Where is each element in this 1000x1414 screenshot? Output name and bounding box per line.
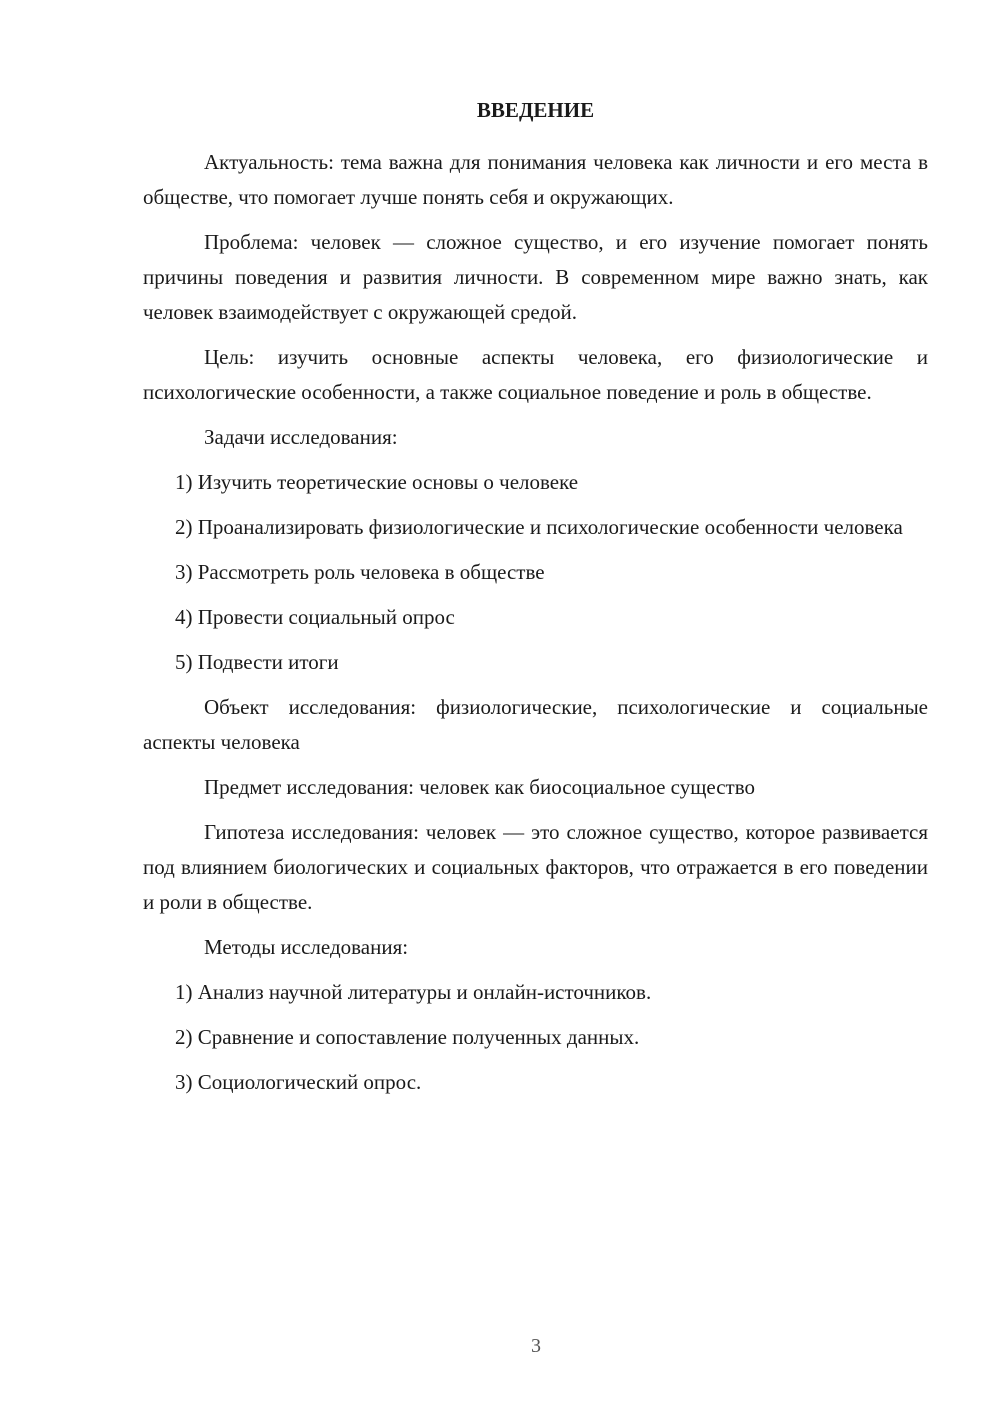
problem-paragraph: Проблема: человек — сложное существо, и его изучение помогает понять причины поведения и развития личности. В современном мире важно знать, как человек взаимодействует с окружающей средой. xyxy=(143,230,928,324)
task-item-3: 3) Рассмотреть роль человека в обществе xyxy=(175,560,545,584)
tasks-heading: Задачи исследования: xyxy=(204,425,398,449)
page-content xyxy=(143,96,928,1110)
section-title: ВВЕДЕНИЕ xyxy=(476,98,595,122)
methods-heading: Методы исследования: xyxy=(204,935,409,959)
task-item-4: 4) Провести социальный опрос xyxy=(175,605,455,629)
relevance-paragraph: Актуальность: тема важна для понимания человека как личности и его места в обществе, что помогает лучше понять себя и окружающих. xyxy=(143,150,928,209)
task-item-5: 5) Подвести итоги xyxy=(175,650,339,674)
method-item-3: 3) Социологический опрос. xyxy=(175,1070,422,1094)
method-item-2: 2) Сравнение и сопоставление полученных данных. xyxy=(175,1025,640,1049)
subject-paragraph: Предмет исследования: человек как биосоциальное существо xyxy=(204,775,755,799)
method-item-1: 1) Анализ научной литературы и онлайн-источников. xyxy=(175,980,652,1004)
task-item-2: 2) Проанализировать физиологические и психологические особенности человека xyxy=(175,515,903,539)
goal-paragraph: Цель: изучить основные аспекты человека, его физиологические и психологические особенности, а также социальное поведение и роль в обществе. xyxy=(143,345,928,404)
page-number: 3 xyxy=(531,1335,541,1357)
task-item-1: 1) Изучить теоретические основы о человеке xyxy=(175,470,579,494)
hypothesis-paragraph: Гипотеза исследования: человек — это сложное существо, которое развивается под влиянием биологических и социальных факторов, что отражается в его поведении и роли в обществе. xyxy=(143,820,928,914)
object-paragraph: Объект исследования: физиологические, психологические и социальные аспекты человека xyxy=(143,695,928,754)
